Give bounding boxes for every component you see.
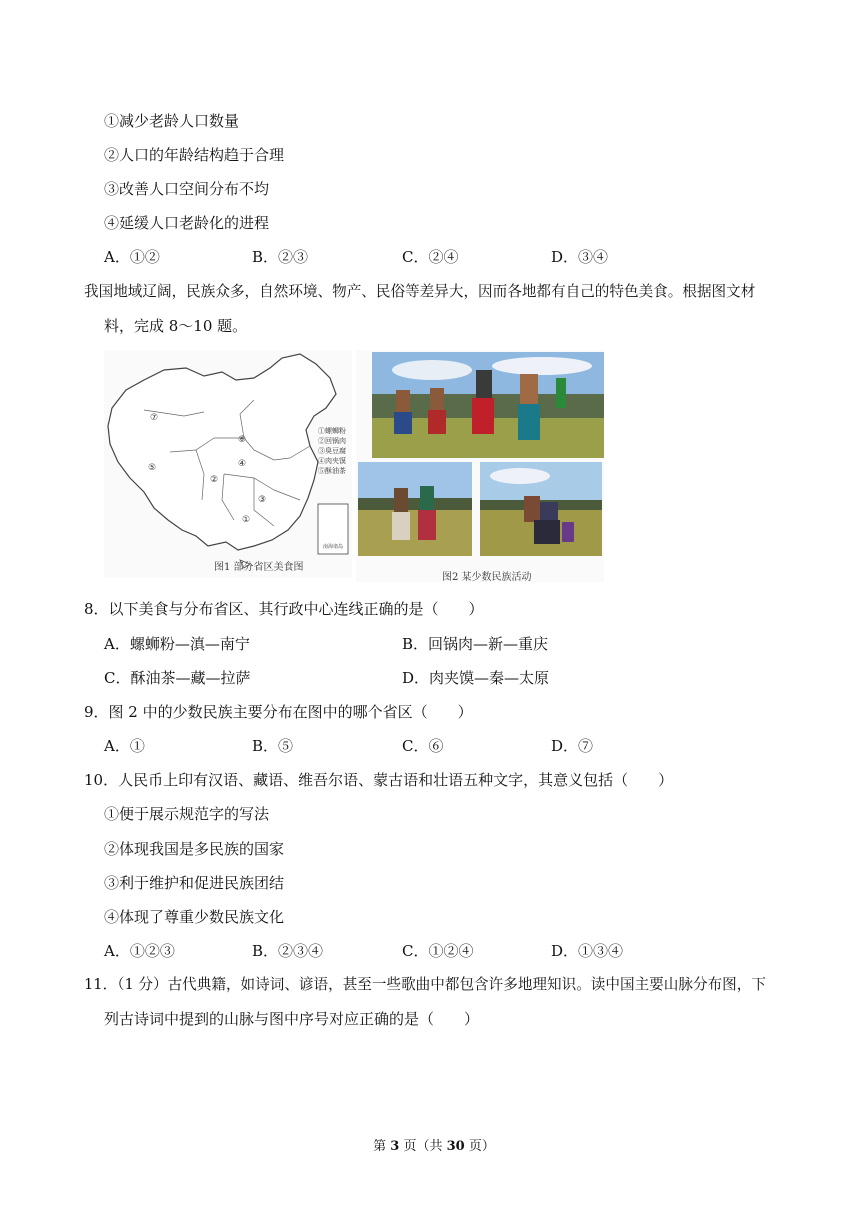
q10-item-2: ②体现我国是多民族的国家 [104, 840, 285, 858]
intro-paragraph-line2: 料，完成 8～10 题。 [104, 317, 248, 335]
china-map-outline [104, 350, 352, 578]
footer-total-pages: 30 [446, 1139, 465, 1154]
q10-item-4: ④体现了尊重少数民族文化 [104, 908, 285, 926]
q11-stem-line1: 11．（1 分）古代典籍，如诗词、谚语，甚至一些歌曲中都包含许多地理知识。读中国主要山脉分布图，下 [84, 976, 766, 993]
q8-option-b: B．回锅肉—新—重庆 [402, 635, 549, 653]
q7-option-a: A．①② [104, 248, 160, 266]
q7-item-3: ③改善人口空间分布不均 [104, 180, 270, 198]
wrestling-photo-left [358, 462, 472, 556]
q7-option-c: C．②④ [402, 248, 459, 266]
map-number-6: ⑥ [238, 435, 247, 445]
q9-option-b: B．⑤ [252, 737, 294, 755]
q7-item-4: ④延缓人口老龄化的进程 [104, 214, 270, 232]
legend-item-5: ⑤酥油茶 [318, 467, 346, 475]
map-number-2: ② [210, 475, 219, 485]
q10-item-3: ③利于维护和促进民族团结 [104, 874, 285, 892]
legend-item-1: ①螺蛳粉 [318, 427, 346, 435]
wrestling-photo-top [372, 352, 604, 458]
footer-prefix: 第 [373, 1139, 391, 1154]
q10-stem: 10．人民币上印有汉语、藏语、维吾尔语、蒙古语和壮语五种文字，其意义包括（ ） [84, 771, 674, 789]
q11-stem-line2: 列古诗词中提到的山脉与图中序号对应正确的是（ ） [104, 1010, 480, 1028]
q8-option-d: D．肉夹馍—秦—太原 [402, 669, 550, 687]
q10-option-c: C．①②④ [402, 942, 474, 960]
intro-paragraph-line1: 我国地域辽阔，民族众多，自然环境、物产、民俗等差异大，因而各地都有自己的特色美食。根据图文材 [84, 283, 756, 300]
q7-option-d: D．③④ [551, 248, 609, 266]
map-number-1: ① [242, 515, 251, 525]
q10-option-a: A．①②③ [104, 942, 175, 960]
q7-option-b: B．②③ [252, 248, 309, 266]
q10-option-b: B．②③④ [252, 942, 324, 960]
q10-option-d: D．①③④ [551, 942, 624, 960]
legend-item-3: ③臭豆腐 [318, 447, 346, 455]
figure2-caption: 图2 某少数民族活动 [442, 572, 532, 583]
q8-stem: 8．以下美食与分布省区、其行政中心连线正确的是（ ） [84, 600, 484, 618]
figure-china-food-map [104, 350, 352, 578]
footer-page-number: 3 [390, 1139, 400, 1154]
footer-middle: 页（共 [399, 1139, 447, 1154]
footer-suffix: 页） [464, 1139, 495, 1154]
q9-stem: 9．图 2 中的少数民族主要分布在图中的哪个省区（ ） [84, 703, 473, 721]
q9-option-a: A．① [104, 737, 145, 755]
wrestling-photo-right [480, 462, 602, 556]
map-number-5: ⑤ [148, 463, 157, 473]
map-number-3: ③ [258, 495, 267, 505]
map-number-7: ⑦ [150, 413, 159, 423]
legend-item-4: ④肉夹馍 [318, 457, 346, 465]
map-number-4: ④ [238, 459, 247, 469]
q7-item-2: ②人口的年龄结构趋于合理 [104, 146, 285, 164]
figure1-caption: 图1 部分省区美食图 [214, 562, 304, 573]
legend-item-2: ②回锅肉 [318, 437, 346, 445]
q8-option-a: A．螺蛳粉—滇—南宁 [104, 635, 250, 653]
q10-item-1: ①便于展示规范字的写法 [104, 805, 270, 823]
inset-label: 南海诸岛 [322, 544, 344, 550]
q9-option-d: D．⑦ [551, 737, 594, 755]
q9-option-c: C．⑥ [402, 737, 444, 755]
q8-option-c: C．酥油茶—藏—拉萨 [104, 669, 251, 687]
figure-minority-activity [356, 350, 604, 582]
q7-item-1: ①减少老龄人口数量 [104, 112, 240, 130]
page-footer [0, 1138, 868, 1156]
